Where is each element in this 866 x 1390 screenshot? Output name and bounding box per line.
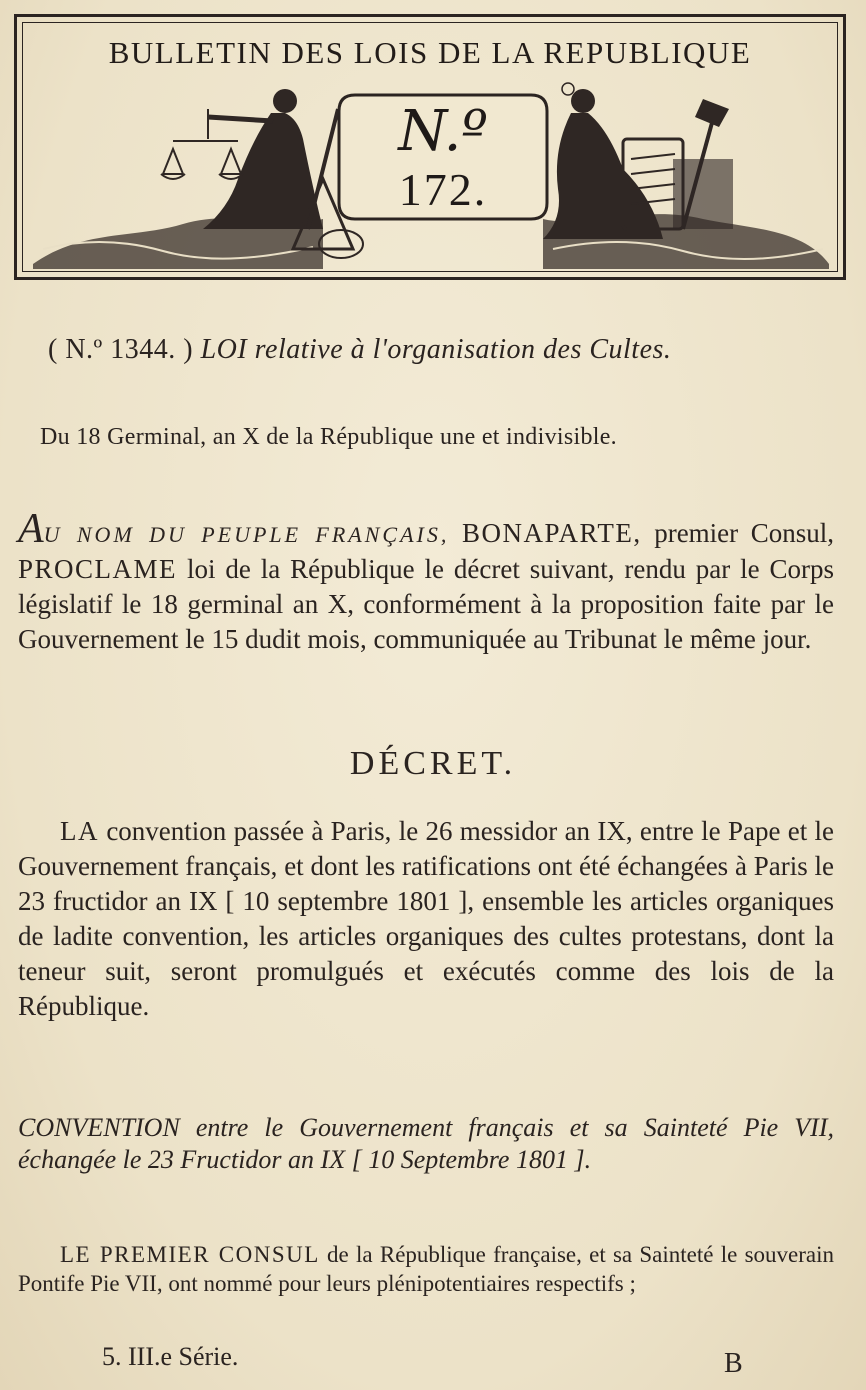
cartouche-label [335,91,551,223]
bulletin-header [14,14,846,280]
premier-consul-paragraph [18,1240,834,1298]
law-figure [543,83,733,239]
intro-paragraph [18,506,835,657]
bulletin-number: 172. [398,164,488,215]
intro-text-b: loi de la République le décret suivant, rendu par le Corps législatif le 18 germinal an X, conformément à la proposition faite par le Gouvernement le 15 dudit mois, communiquée au Tribunat le même jour. [18,554,834,654]
number-prefix: N.º [398,99,488,164]
proclame-word: PROCLAME [18,554,178,584]
date-line: Du 18 Germinal, an X de la République une et indivisible. [40,424,617,450]
peuple-phrase: U NOM DU PEUPLE FRANÇAIS, [43,522,450,547]
signature-mark: B [724,1348,743,1379]
decret-text: convention passée à Paris, le 26 messidor an IX, entre le Pape et le Gouvernement français, et dont les ratifications ont été échangées à Paris le 23 fructidor an IX [ 10 septembre 1801 ], ensemble les articles organiques de ladite convention, les articles organiques des cultes protestans, dont la teneur suit, seront promulgués et exécutés comme des lois de la République. [18,816,835,1021]
bonaparte-name: BONAPARTE, [461,518,642,548]
premier-consul-lead: LE PREMIER CONSUL [60,1242,320,1267]
law-ref: ( N.º 1344. ) [48,334,194,365]
decret-paragraph [18,814,834,1024]
law-title: LOI relative à l'organisation des Cultes. [200,334,672,365]
decret-lead: LA [60,816,99,846]
premier-consul-text: de la République française, et sa Sainteté le souverain Pontife Pie VII, ont nommé pour leurs plénipotentiaires respectifs ; [18,1242,834,1296]
law-heading [48,334,671,366]
intro-text-a: premier Consul, [654,518,835,548]
convention-heading: CONVENTION entre le Gouvernement français et sa Sainteté Pie VII, échangée le 23 Fructidor an IX [ 10 Septembre 1801 ]. [18,1113,834,1174]
drop-cap: A [18,506,44,552]
decret-heading: DÉCRET. [349,745,517,782]
series-footer: 5. III.e Série. [102,1342,239,1371]
bulletin-title: BULLETIN DES LOIS DE LA REPUBLIQUE [108,35,752,70]
